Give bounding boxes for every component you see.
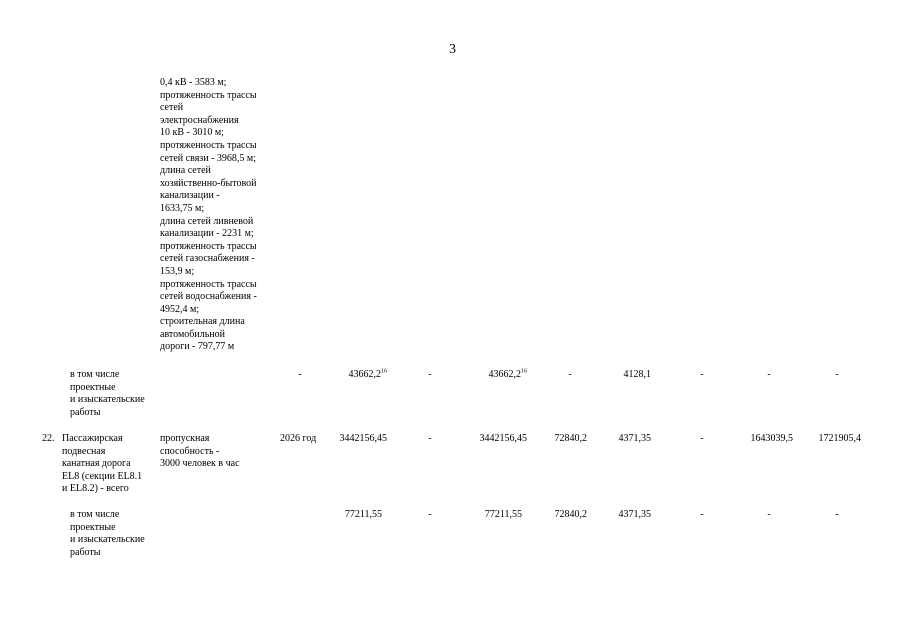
value-cell: - (428, 509, 432, 520)
value-cell: - (700, 369, 704, 380)
value-cell: 4371,35 (618, 509, 651, 520)
value-cell: 72840,2 (554, 433, 587, 444)
value-cell: 1643039,5 (750, 433, 793, 444)
row-number: 22. (42, 433, 55, 444)
value-cell: - (428, 433, 432, 444)
value-cell: 3442156,45 (479, 433, 527, 444)
value-cell: 4371,35 (618, 433, 651, 444)
row-name: в том числе проектные и изыскательские работы (70, 509, 145, 558)
page-number: 3 (449, 42, 456, 57)
row-name: в том числе проектные и изыскательские работы (70, 369, 145, 418)
value-cell: - (835, 509, 839, 520)
value-cell: - (767, 509, 771, 520)
value-cell: - (700, 433, 704, 444)
value-cell: - (568, 369, 572, 380)
value-cell: 1721905,4 (818, 433, 861, 444)
year-cell: - (298, 369, 302, 380)
value-cell: 77211,55 (344, 509, 382, 520)
row-name: Пассажирская подвесная канатная дорога EL8 (секции EL8.1 и EL8.2) - всего (62, 433, 143, 495)
value-cell: - (700, 509, 704, 520)
value-cell: 3442156,45 (339, 433, 387, 444)
characteristics-cell: пропускная способность - 3000 человек в час (160, 433, 240, 470)
value-cell: 72840,2 (554, 509, 587, 520)
year-cell: 2026 год (280, 433, 317, 444)
value-cell: - (428, 369, 432, 380)
value-cell: - (835, 369, 839, 380)
value-cell: 77211,55 (484, 509, 522, 520)
value-cell: 43662,2$^{16}$ (488, 368, 527, 380)
value-cell: 4128,1 (623, 369, 651, 380)
value-cell: - (767, 369, 771, 380)
characteristics-cell: 0,4 кВ - 3583 м; протяженность трассы сетей электроснабжения 10 кВ - 3010 м; протяженность трассы сетей связи - 3968,5 м; длина сетей хозяйственно-бытовой канализации - 1633,75 м; длина сетей ливневой канализации - 2231 м; протяженность трассы сетей газоснабжения - 153,9 м; протяженность трассы сетей водоснабжения - 4952,4 м; строительная длина автомобильной дороги - 797,77 м (160, 77, 257, 353)
value-cell: 43662,2$^{16}$ (348, 368, 387, 380)
